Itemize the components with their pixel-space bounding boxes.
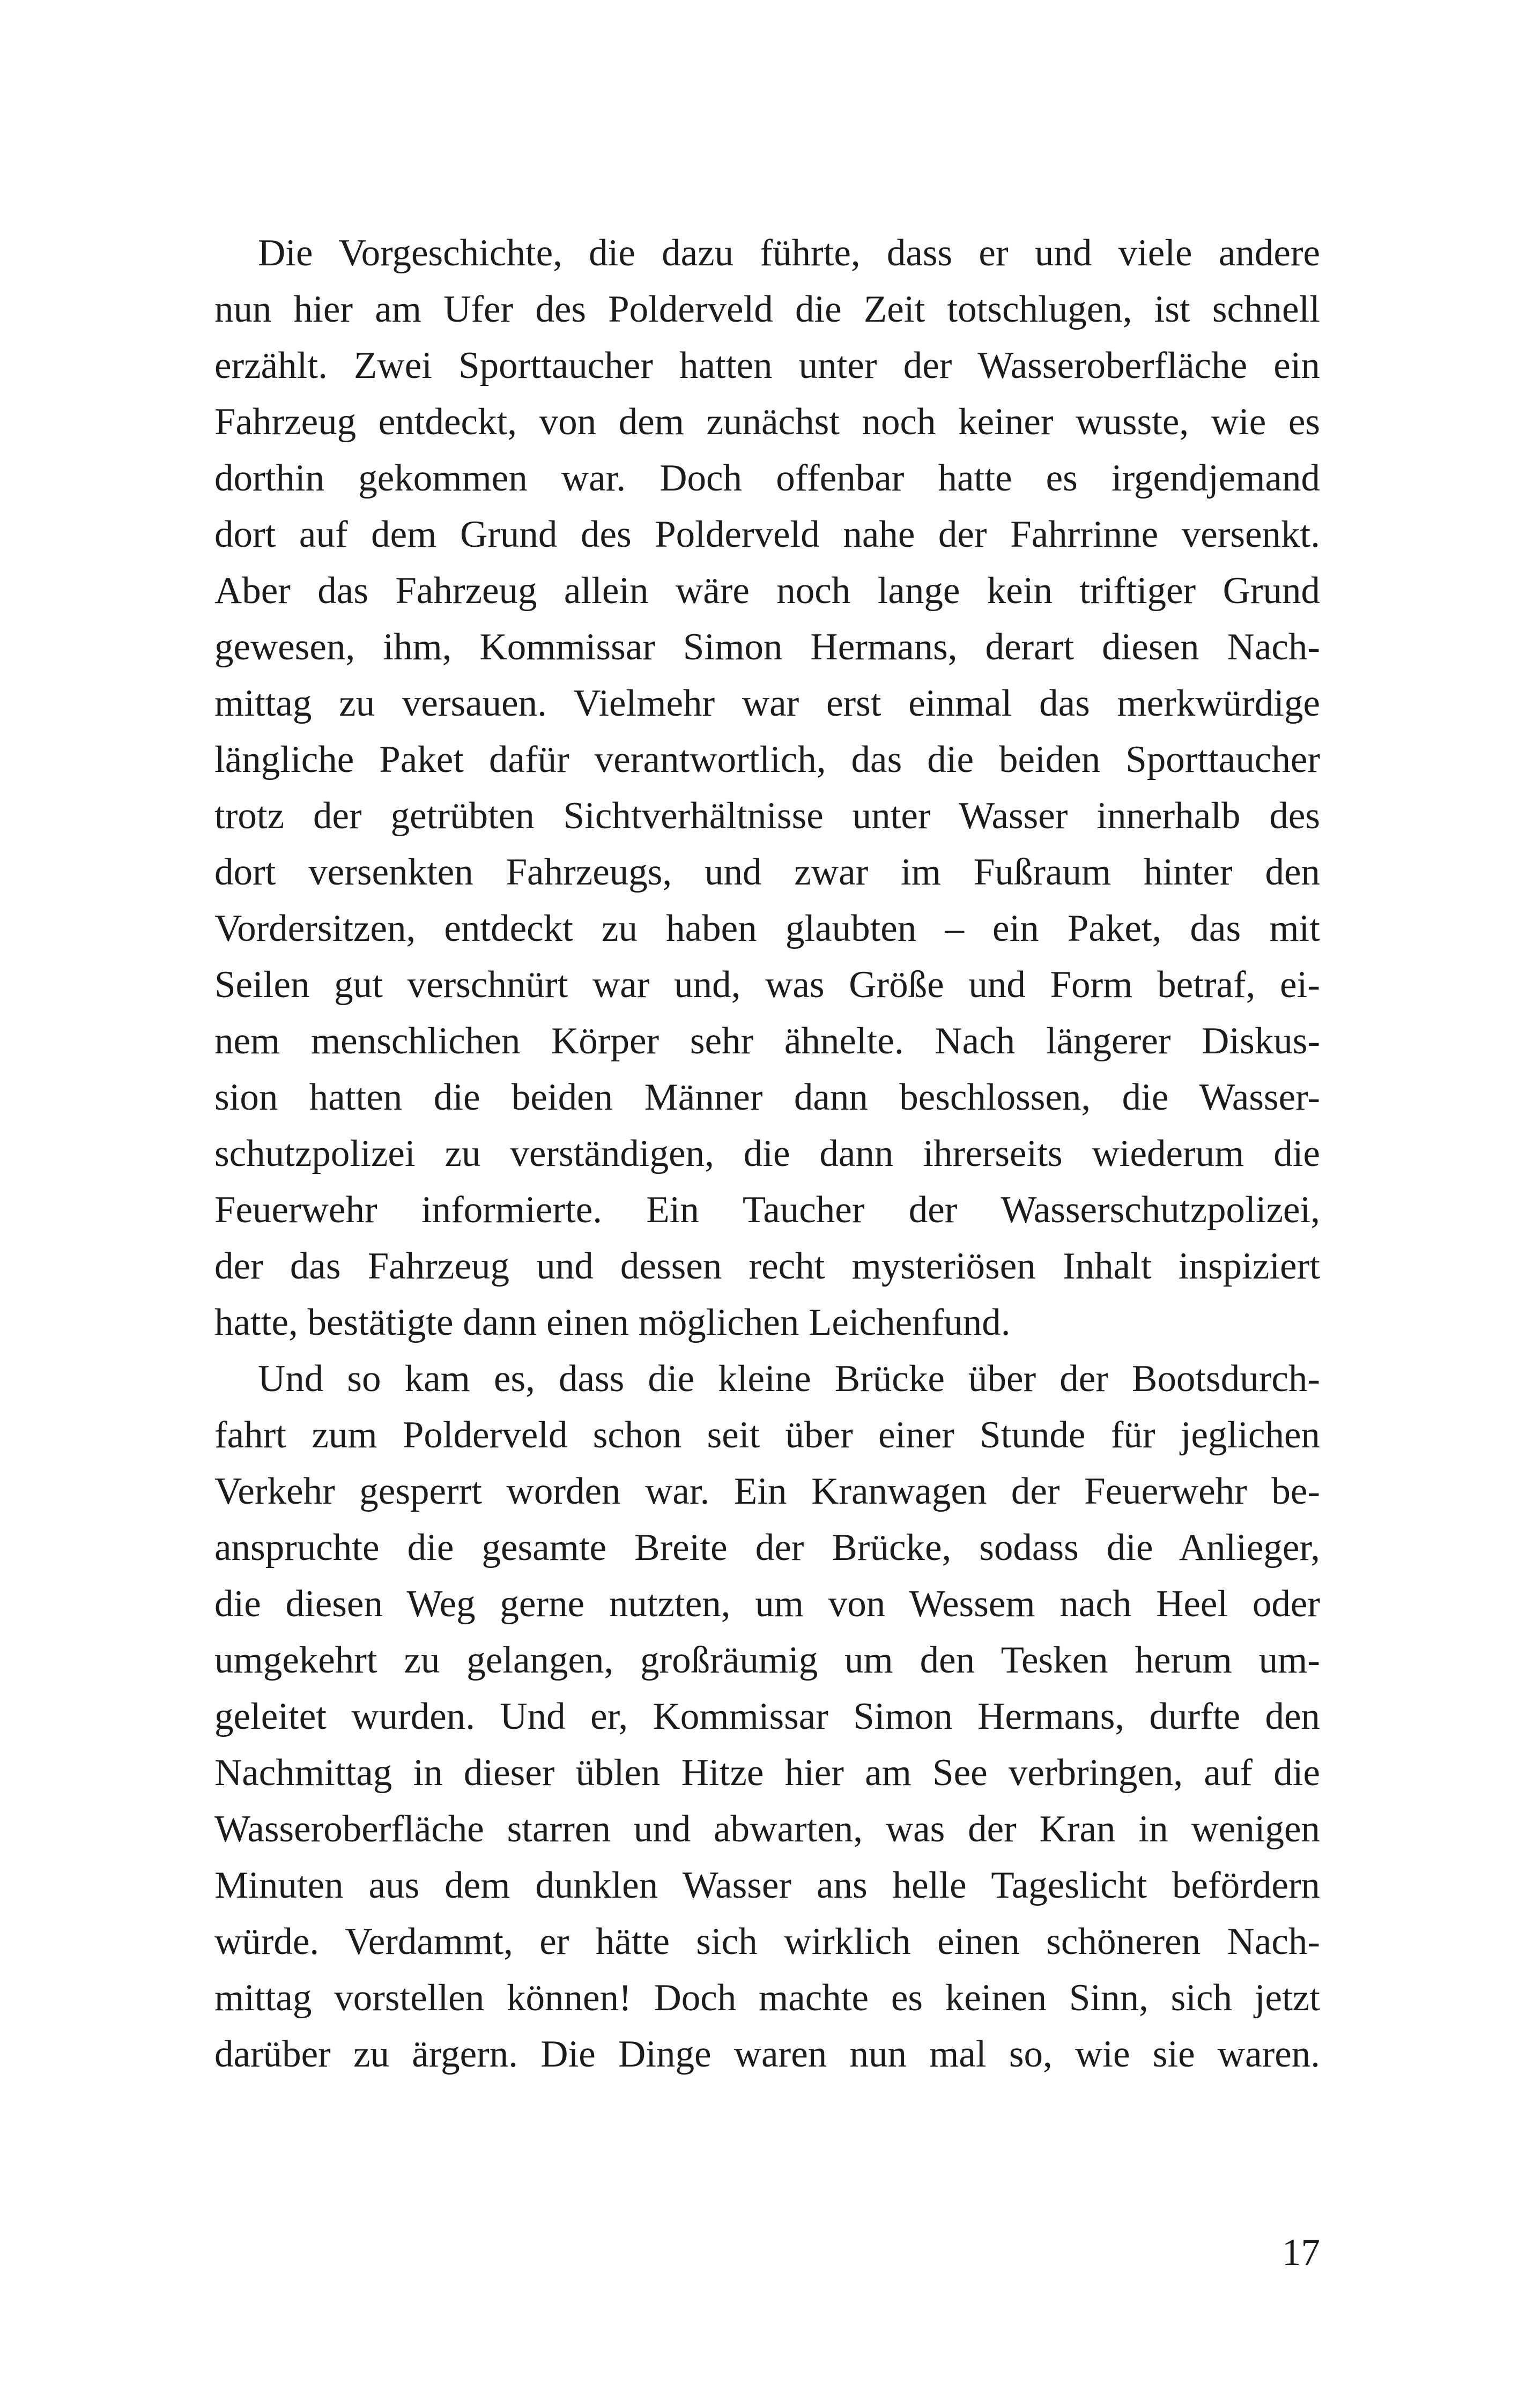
text-line: mittag vorstellen können! Doch machte es keinen Sinn, sich jetzt [214, 1977, 1320, 2019]
text-line: Nachmittag in dieser üblen Hitze hier am See verbringen, auf die [214, 1752, 1320, 1794]
text-line: Verkehr gesperrt worden war. Ein Kranwagen der Feuerwehr be- [214, 1470, 1320, 1512]
text-line: dort auf dem Grund des Polderveld nahe der Fahrrinne versenkt. [214, 514, 1320, 555]
text-line: sion hatten die beiden Männer dann beschlossen, die Wasser- [214, 1076, 1320, 1118]
text-line: anspruchte die gesamte Breite der Brücke, sodass die Anlieger, [214, 1527, 1320, 1569]
text-line: schutzpolizei zu verständigen, die dann ihrerseits wiederum die [214, 1133, 1320, 1175]
text-line: Wasseroberfläche starren und abwarten, was der Kran in wenigen [214, 1808, 1320, 1850]
text-line: Aber das Fahrzeug allein wäre noch lange kein triftiger Grund [214, 570, 1320, 612]
text-line: Minuten aus dem dunklen Wasser ans helle Tageslicht befördern [214, 1864, 1320, 1906]
paragraph [214, 1351, 1320, 2083]
text-line: Fahrzeug entdeckt, von dem zunächst noch keiner wusste, wie es [214, 401, 1320, 443]
text-line: gewesen, ihm, Kommissar Simon Hermans, derart diesen Nach- [214, 626, 1320, 668]
text-line: hatte, bestätigte dann einen möglichen Leichenfund. [214, 1302, 1011, 1343]
text-line: fahrt zum Polderveld schon seit über einer Stunde für jeglichen [214, 1414, 1320, 1456]
text-line: nem menschlichen Körper sehr ähnelte. Nach längerer Diskus- [214, 1020, 1320, 1062]
text-line: Die Vorgeschichte, die dazu führte, dass er und viele andere [258, 232, 1320, 274]
text-line: umgekehrt zu gelangen, großräumig um den Tesken herum um- [214, 1639, 1320, 1681]
text-line: Vordersitzen, entdeckt zu haben glaubten – ein Paket, das mit [214, 908, 1320, 949]
text-line: die diesen Weg gerne nutzten, um von Wessem nach Heel oder [214, 1583, 1320, 1625]
text-line: nun hier am Ufer des Polderveld die Zeit totschlugen, ist schnell [214, 288, 1320, 330]
text-line: mittag zu versauen. Vielmehr war erst einmal das merkwürdige [214, 682, 1320, 724]
text-line: Und so kam es, dass die kleine Brücke über der Bootsdurch- [258, 1358, 1320, 1400]
text-line: würde. Verdammt, er hätte sich wirklich einen schöneren Nach- [214, 1921, 1320, 1963]
body-text [214, 225, 1320, 2083]
paragraph [214, 225, 1320, 1351]
text-line: dort versenkten Fahrzeugs, und zwar im Fußraum hinter den [214, 851, 1320, 893]
text-line: trotz der getrübten Sichtverhältnisse unter Wasser innerhalb des [214, 795, 1320, 837]
page-number: 17 [1282, 2232, 1320, 2273]
text-line: erzählt. Zwei Sporttaucher hatten unter der Wasseroberfläche ein [214, 345, 1320, 387]
text-line: geleitet wurden. Und er, Kommissar Simon Hermans, durfte den [214, 1696, 1320, 1737]
text-line: darüber zu ärgern. Die Dinge waren nun mal so, wie sie waren. [214, 2033, 1320, 2075]
text-line: dorthin gekommen war. Doch offenbar hatte es irgendjemand [214, 457, 1320, 499]
text-line: der das Fahrzeug und dessen recht mysteriösen Inhalt inspiziert [214, 1245, 1320, 1287]
text-line: längliche Paket dafür verantwortlich, das die beiden Sporttaucher [214, 739, 1320, 781]
text-line: Feuerwehr informierte. Ein Taucher der Wasserschutzpolizei, [214, 1189, 1320, 1231]
text-line: Seilen gut verschnürt war und, was Größe und Form betraf, ei- [214, 964, 1320, 1006]
